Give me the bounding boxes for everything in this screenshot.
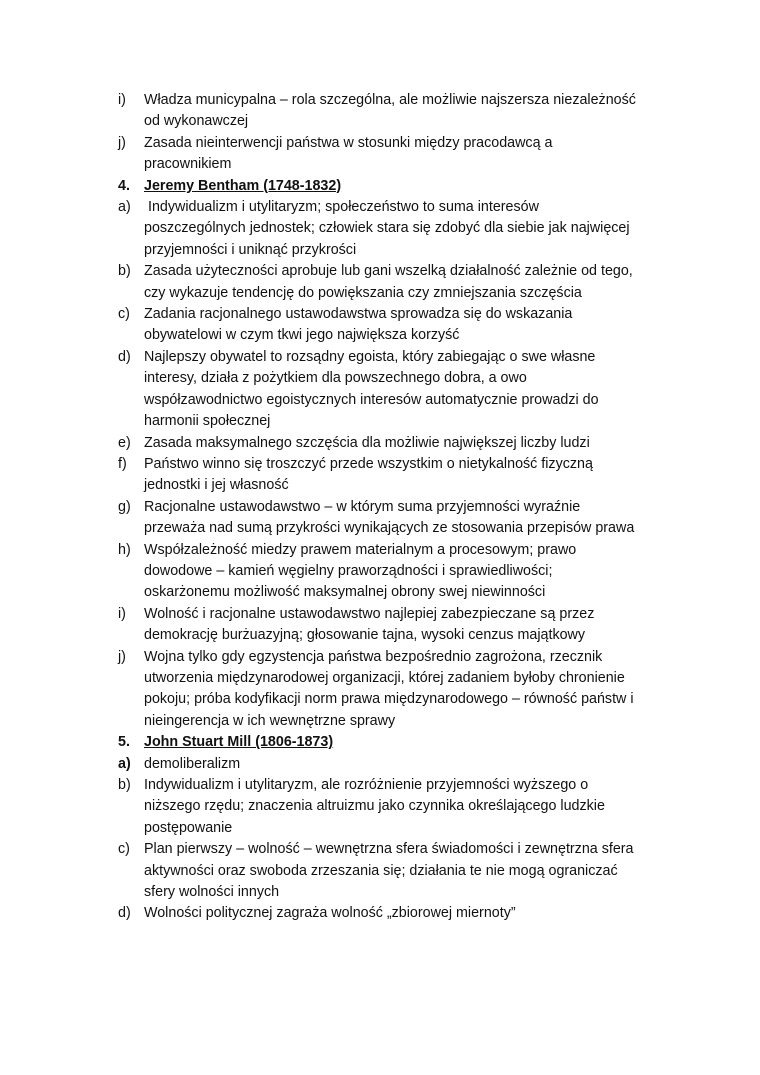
list-item [118, 433, 638, 454]
list-item-text: Zasada nieinterwencji państwa w stosunki między pracodawcą a pracownikiem [144, 134, 553, 173]
list-item [118, 903, 638, 924]
list-marker: d) [118, 905, 131, 922]
list-item [118, 197, 638, 261]
section-number: 5. [118, 734, 130, 751]
list-item [118, 604, 638, 647]
list-marker: g) [118, 498, 131, 515]
list-item [118, 540, 638, 604]
list-marker: j) [118, 648, 126, 665]
list-marker: i) [118, 605, 126, 622]
section-number: 4. [118, 177, 130, 194]
list-marker: a) [118, 755, 131, 772]
list-item-text: Władza municypalna – rola szczególna, ale możliwie najszersza niezależność od wykonawczej [144, 92, 636, 130]
section-heading [118, 732, 638, 753]
list-item [118, 839, 638, 903]
list-marker: h) [118, 541, 131, 558]
list-item [118, 261, 638, 304]
list-item-text: Wolność i racjonalne ustawodawstwo najlepiej zabezpieczane są przez demokrację burżuazyjną; głosowanie tajna, wysoki cenzus majątkowy [144, 605, 595, 644]
list-item-text: Indywidualizm i utylitaryzm, ale rozróżnienie przyjemności wyższego o niższego rzędu; znaczenia altruizmu jako czynnika określającego ludzkie postępowanie [144, 777, 605, 836]
list-item [118, 304, 638, 347]
list-marker: f) [118, 455, 127, 472]
list-item-text: Współzależność miedzy prawem materialnym a procesowym; prawo dowodowe – kamień węgielny praworządności i sprawiedliwości; oskarżonemu możliwość maksymalnej obrony swej niewinności [144, 541, 577, 601]
list-item-text: Racjonalne ustawodawstwo – w którym suma przyjemności wyraźnie przeważa nad sumą przykrości wynikających ze stosowania przepisów prawa [144, 498, 635, 537]
list-marker: a) [118, 199, 131, 216]
list-item-text: Zadania racjonalnego ustawodawstwa sprowadza się do wskazania obywatelowi w czym tkwi jego największa korzyść [144, 306, 573, 344]
list-item [118, 497, 638, 540]
list-item-text: Indywidualizm i utylitaryzm; społeczeństwo to suma interesów poszczególnych jednostek; człowiek stara się zdobyć dla siebie jak najwięcej przyjemności i uniknąć przykrości [144, 199, 634, 258]
list-item-text: demoliberalizm [144, 755, 241, 772]
list-marker: d) [118, 348, 131, 365]
list-item-text: Zasada użyteczności aprobuje lub gani wszelką działalność zależnie od tego, czy wykazuje tendencję do powiększania czy zmniejszania szczęścia [144, 263, 633, 301]
list-item [118, 775, 638, 839]
section-title: Jeremy Bentham (1748-1832) [144, 177, 342, 194]
list-marker: c) [118, 841, 130, 858]
list-marker: e) [118, 434, 131, 451]
section-heading [118, 176, 638, 197]
list-marker: c) [118, 306, 130, 323]
list-item [118, 90, 638, 133]
list-item-text: Wojna tylko gdy egzystencja państwa bezpośrednio zagrożona, rzecznik utworzenia międzynarodowej organizacji, której zadaniem byłoby chronienie pokoju; próba kodyfikacji norm prawa międzynarodowego – równość państw i nieingerencja w ich wewnętrzne sprawy [144, 648, 634, 729]
list-item [118, 647, 638, 733]
list-item-text: Państwo winno się troszczyć przede wszystkim o nietykalność fizyczną jednostki i jej własność [144, 455, 593, 494]
list-marker: b) [118, 777, 131, 793]
list-item-text: Plan pierwszy – wolność – wewnętrzna sfera świadomości i zewnętrzna sfera aktywności oraz swoboda zrzeszania się; działania te nie mogą ograniczać sfery wolności innych [144, 841, 634, 901]
list-item [118, 347, 638, 433]
list-marker: i) [118, 92, 126, 108]
list-item [118, 454, 638, 497]
list-marker: j) [118, 134, 126, 151]
list-marker: b) [118, 263, 131, 280]
section-title: John Stuart Mill (1806-1873) [144, 734, 334, 751]
list-item [118, 133, 638, 176]
list-item-text: Wolności politycznej zagraża wolność „zbiorowej miernoty” [144, 905, 516, 922]
list-item-text: Najlepszy obywatel to rozsądny egoista, który zabiegając o swe własne interesy, działa z pożytkiem dla powszechnego dobra, a owo współzawodnictwo egoistycznych interesów automatycznie prowadzi do harmonii społecznej [144, 348, 599, 430]
list-item-text: Zasada maksymalnego szczęścia dla możliwie największej liczby ludzi [144, 434, 590, 451]
list-item [118, 754, 638, 775]
